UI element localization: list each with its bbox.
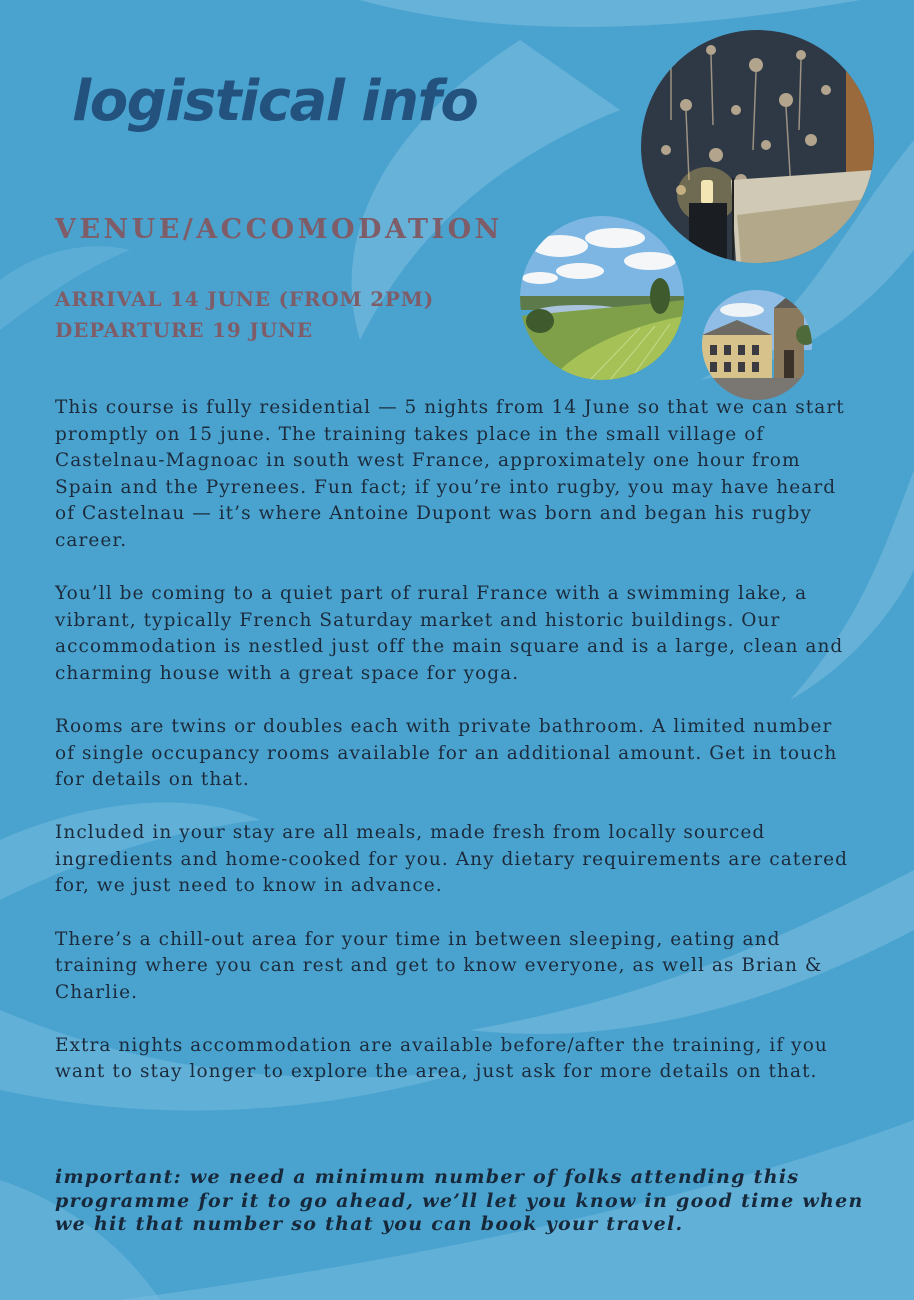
paragraph-meals: Included in your stay are all meals, made fresh from locally sourced ingredients and home-cooked for you. Any dietary requirements are catered for, we just need to know in advance. [55,822,849,897]
bedroom-photo [641,30,874,263]
lake-landscape-photo [520,216,684,380]
important-note: important: we need a minimum number of folks attending this programme for it to go ahead, we’ll let you know in good time when we hit that number so that you can book your travel. [55,1166,864,1235]
paragraph-rooms: Rooms are twins or doubles each with private bathroom. A limited number of single occupancy rooms available for an additional amount. Get in touch for details on that. [55,715,838,791]
body-text [55,395,855,1112]
village-square-photo [702,290,812,400]
paragraph-location: You’ll be coming to a quiet part of rural France with a swimming lake, a vibrant, typically French Saturday market and historic buildings. Our accommodation is nestled just off the main square and is a large, clean and charming house with a great space for yoga. [55,583,844,684]
section-heading: VENUE/ACCOMODATION [55,214,503,245]
paragraph-chill-out: There’s a chill-out area for your time in between sleeping, eating and training where you can rest and get to know everyone, as well as Brian & Charlie. [55,928,823,1003]
page-title: logistical info [72,69,478,134]
arrival-date: ARRIVAL 14 JUNE (FROM 2PM) [55,287,434,311]
paragraph-residential: This course is fully residential — 5 nights from 14 June so that we can start promptly on 15 june. The training takes place in the small village of Castelnau-Magnoac in south west France, approximately one hour from Spain and the Pyrenees. Fun fact; if you’re into rugby, you may have heard of Castelnau — it’s where Antoine Dupont was born and began his rugby career. [55,397,845,551]
dates-block [55,284,434,346]
paragraph-extra-nights: Extra nights accommodation are available before/after the training, if you want to stay longer to explore the area, just ask for more details on that. [55,1034,828,1083]
departure-date: DEPARTURE 19 JUNE [55,318,313,342]
